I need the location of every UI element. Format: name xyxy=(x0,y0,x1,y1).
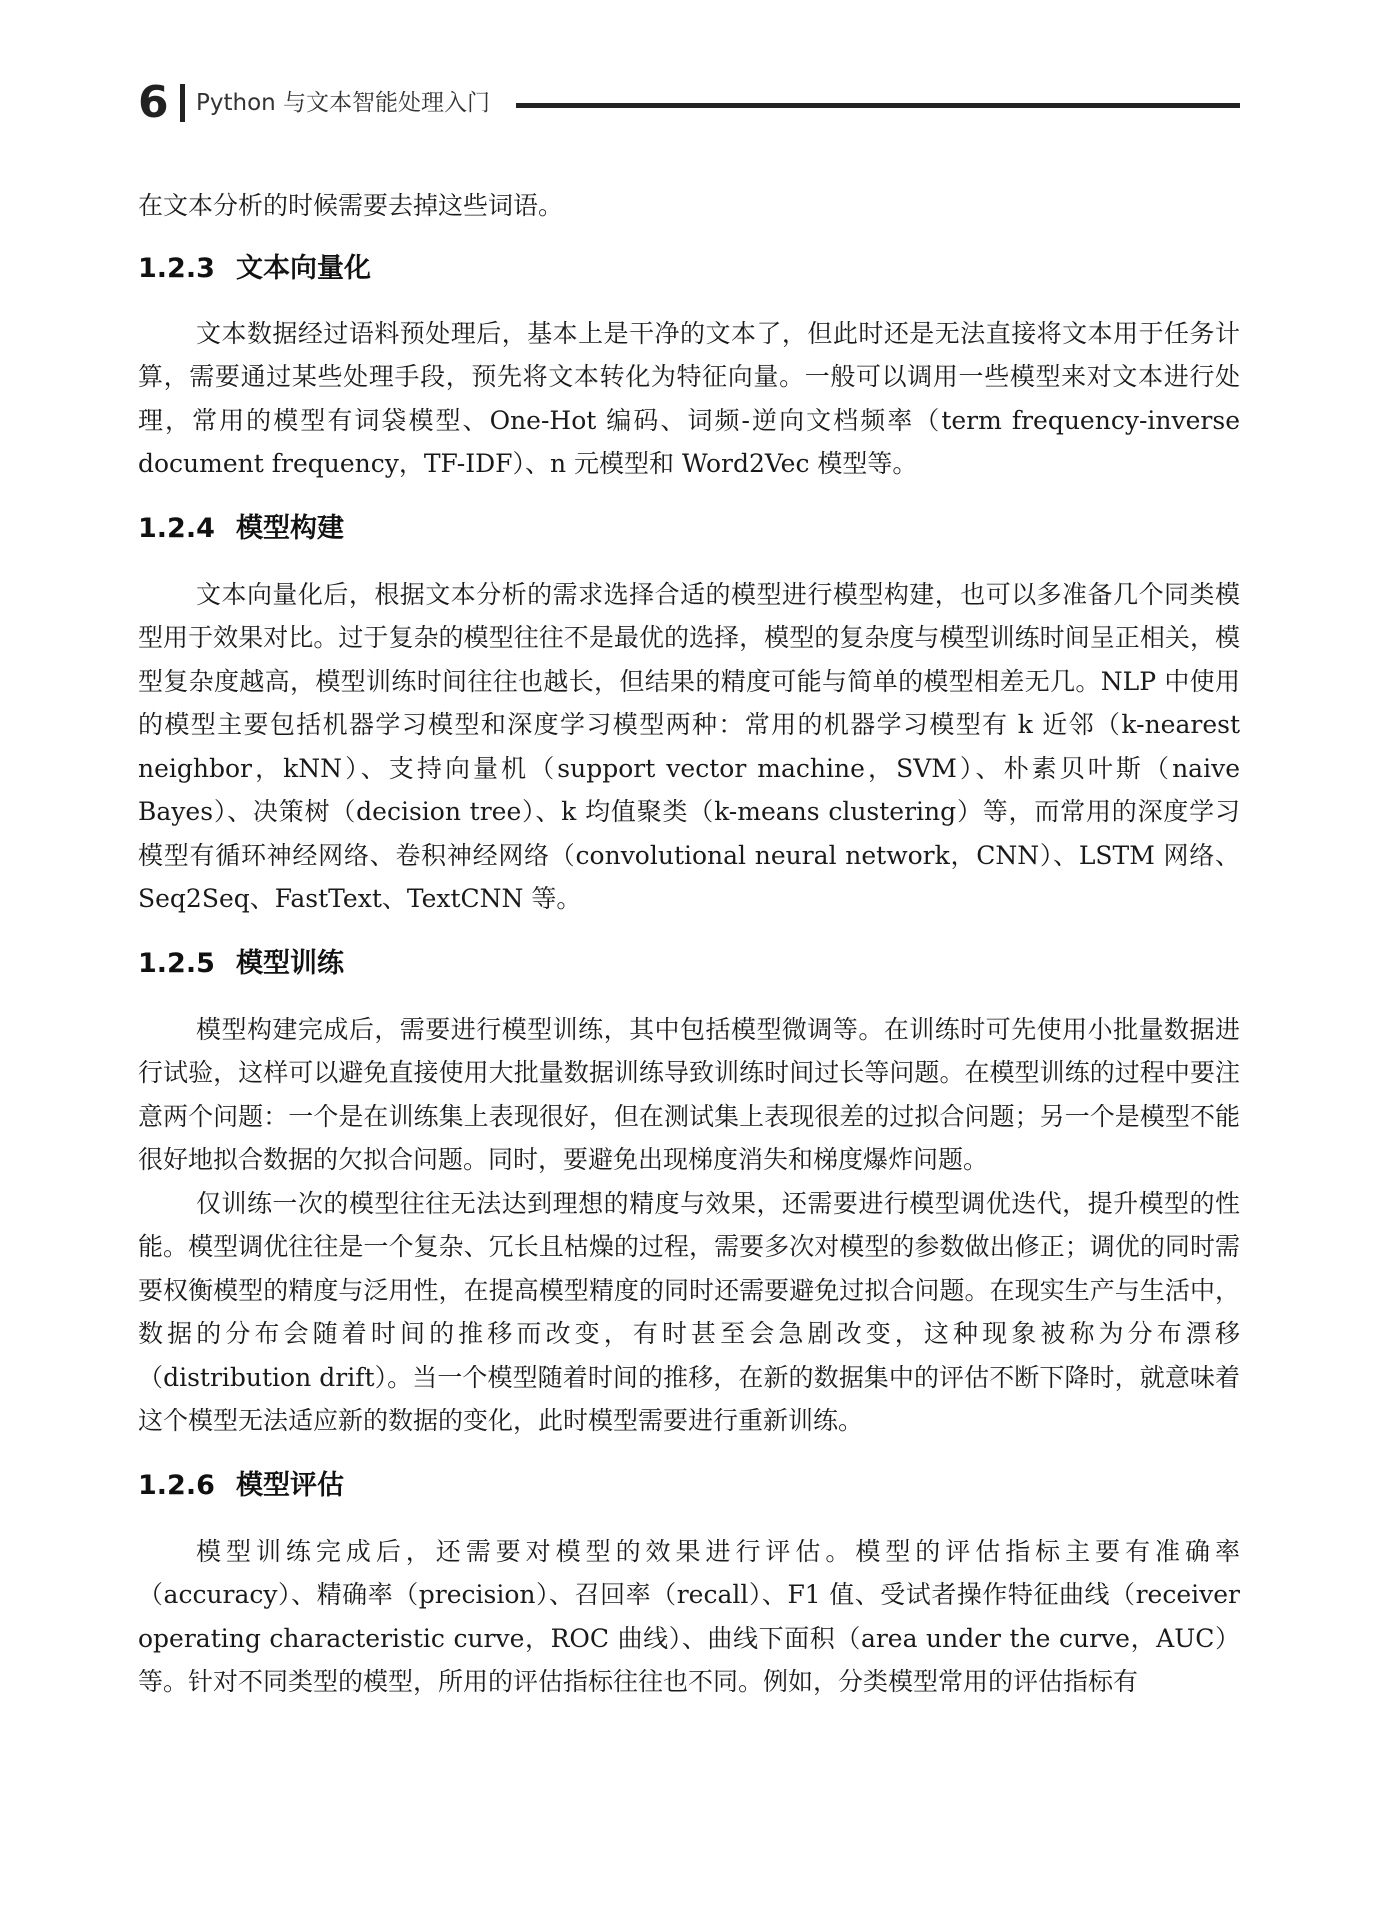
page-body xyxy=(138,184,1240,1704)
section-heading-1-2-3 xyxy=(138,251,1240,287)
section-heading-1-2-6 xyxy=(138,1468,1240,1504)
section-number: 1.2.6 xyxy=(138,1469,215,1501)
section-heading-1-2-4 xyxy=(138,511,1240,547)
book-title: Python 与文本智能处理入门 xyxy=(196,90,491,116)
paragraph-model-building: 文本向量化后，根据文本分析的需求选择合适的模型进行模型构建，也可以多准备几个同类模型用于效果对比。过于复杂的模型往往不是最优的选择，模型的复杂度与模型训练时间呈正相关，模型复杂度越高，模型训练时间往往也越长，但结果的精度可能与简单的模型相差无几。NLP 中使用的模型主要包括机器学习模型和深度学习模型两种：常用的机器学习模型有 k 近邻（k-nearest neighbor，kNN）、支持向量机（support vector machine，SVM）、朴素贝叶斯（naive Bayes）、决策树（decision tree）、k 均值聚类（k-means clustering）等，而常用的深度学习模型有循环神经网络、卷积神经网络（convolutional neural network，CNN）、LSTM 网络、Seq2Seq、FastText、TextCNN 等。 xyxy=(138,579,1240,913)
section-number: 1.2.5 xyxy=(138,947,215,979)
section-title: 模型构建 xyxy=(236,512,344,544)
paragraph-model-training-2: 仅训练一次的模型往往无法达到理想的精度与效果，还需要进行模型调优迭代，提升模型的性能。模型调优往往是一个复杂、冗长且枯燥的过程，需要多次对模型的参数做出修正；调优的同时需要权衡模型的精度与泛用性，在提高模型精度的同时还需要避免过拟合问题。在现实生产与生活中，数据的分布会随着时间的推移而改变，有时甚至会急剧改变，这种现象被称为分布漂移（distribution drift）。当一个模型随着时间的推移，在新的数据集中的评估不断下降时，就意味着这个模型无法适应新的数据的变化，此时模型需要进行重新训练。 xyxy=(138,1188,1240,1435)
intro-paragraph: 在文本分析的时候需要去掉这些词语。 xyxy=(138,191,564,220)
header-rule xyxy=(516,103,1240,108)
page-number: 6 xyxy=(138,77,169,128)
header-divider-bar xyxy=(180,84,185,122)
section-number: 1.2.4 xyxy=(138,512,215,544)
section-number: 1.2.3 xyxy=(138,252,215,284)
section-title: 文本向量化 xyxy=(236,252,371,284)
paragraph-text-vectorization: 文本数据经过语料预处理后，基本上是干净的文本了，但此时还是无法直接将文本用于任务计算，需要通过某些处理手段，预先将文本转化为特征向量。一般可以调用一些模型来对文本进行处理，常用的模型有词袋模型、One-Hot 编码、词频-逆向文档频率（term frequency-inverse document frequency，TF-IDF）、n 元模型和 Word2Vec 模型等。 xyxy=(138,318,1240,478)
section-title: 模型评估 xyxy=(236,1469,344,1501)
section-heading-1-2-5 xyxy=(138,946,1240,982)
paragraph-model-training-1: 模型构建完成后，需要进行模型训练，其中包括模型微调等。在训练时可先使用小批量数据进行试验，这样可以避免直接使用大批量数据训练导致训练时间过长等问题。在模型训练的过程中要注意两个问题：一个是在训练集上表现很好，但在测试集上表现很差的过拟合问题；另一个是模型不能很好地拟合数据的欠拟合问题。同时，要避免出现梯度消失和梯度爆炸问题。 xyxy=(138,1014,1240,1174)
running-header xyxy=(138,78,1240,128)
paragraph-model-evaluation: 模型训练完成后，还需要对模型的效果进行评估。模型的评估指标主要有准确率（accuracy）、精确率（precision）、召回率（recall）、F1 值、受试者操作特征曲线（receiver operating characteristic curve，ROC 曲线）、曲线下面积（area under the curve，AUC）等。针对不同类型的模型，所用的评估指标往往也不同。例如，分类模型常用的评估指标有 xyxy=(138,1536,1240,1696)
section-title: 模型训练 xyxy=(236,947,344,979)
